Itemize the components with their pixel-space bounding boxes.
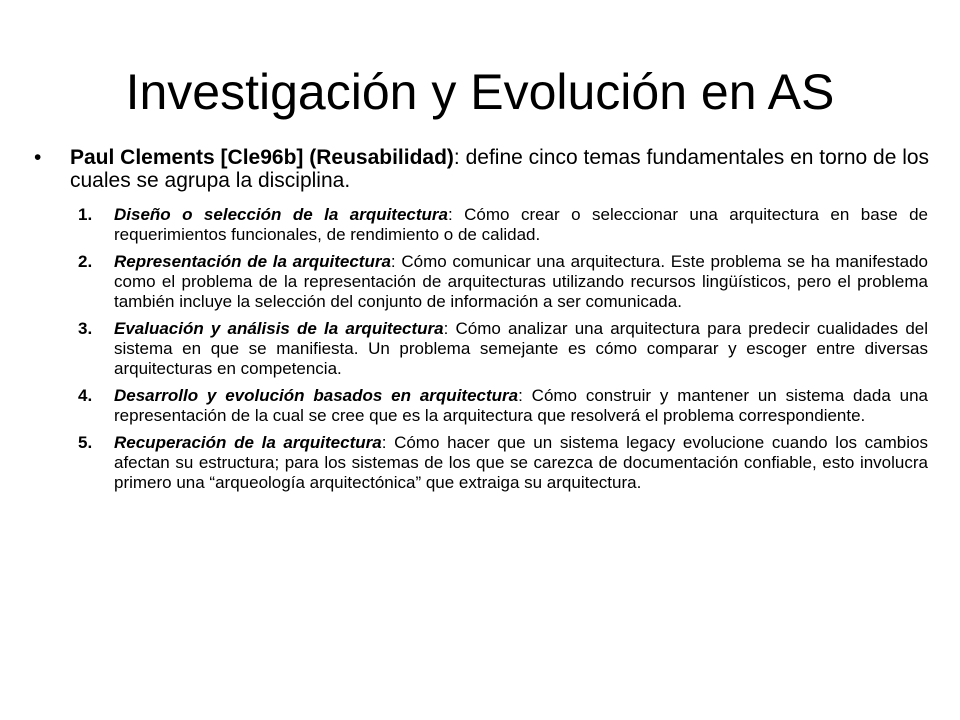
item-heading: Evaluación y análisis de la arquitectura xyxy=(114,319,444,338)
item-heading: Recuperación de la arquitectura xyxy=(114,433,382,452)
item-text: : Cómo comunicar una arquitectura. Este problema se ha manifestado como el problema de la representación de arquitecturas utilizando recursos lingüísticos, pero el problema también incluye la selección del conjunto de información a ser comunicada. xyxy=(114,252,928,311)
item-text: : Cómo analizar una arquitectura para predecir cualidades del sistema en que se manifiesta. Un problema semejante es cómo comparar y escoger entre diversas arquitecturas en competencia. xyxy=(114,319,929,378)
item-heading: Diseño o selección de la arquitectura xyxy=(114,205,448,224)
slide-content xyxy=(30,146,930,500)
item-number: 5. xyxy=(78,433,93,452)
list-item xyxy=(30,205,930,245)
item-text: : Cómo crear o seleccionar una arquitectura en base de requerimientos funcionales, de rendimiento o de calidad. xyxy=(114,205,928,244)
item-text: : Cómo hacer que un sistema legacy evolucione cuando los cambios afectan su estructura; para los sistemas de los que se carezca de documentación confiable, esto involucra primero una “arqueología arquitectónica” que extraiga su arquitectura. xyxy=(114,433,928,492)
bullet-marker: • xyxy=(34,146,42,169)
item-heading: Representación de la arquitectura xyxy=(114,252,391,271)
item-number: 4. xyxy=(78,386,93,405)
item-number: 1. xyxy=(78,205,93,224)
item-text: : Cómo construir y mantener un sistema dada una representación de la cual se cree que es la arquitectura que resolverá el problema correspondiente. xyxy=(114,386,928,425)
main-bullet xyxy=(30,146,930,192)
list-item xyxy=(30,319,930,379)
list-item xyxy=(30,252,930,312)
item-number: 2. xyxy=(78,252,93,271)
slide-title: Investigación y Evolución en AS xyxy=(125,64,835,120)
list-item xyxy=(30,386,930,426)
item-number: 3. xyxy=(78,319,93,338)
bullet-text: : define cinco temas fundamentales en torno de los cuales se agrupa la disciplina. xyxy=(70,146,930,192)
topics-list xyxy=(30,205,930,493)
list-item xyxy=(30,433,930,493)
item-heading: Desarrollo y evolución basados en arquitectura xyxy=(114,386,519,405)
bullet-strong-text: Paul Clements [Cle96b] (Reusabilidad) xyxy=(70,146,454,169)
